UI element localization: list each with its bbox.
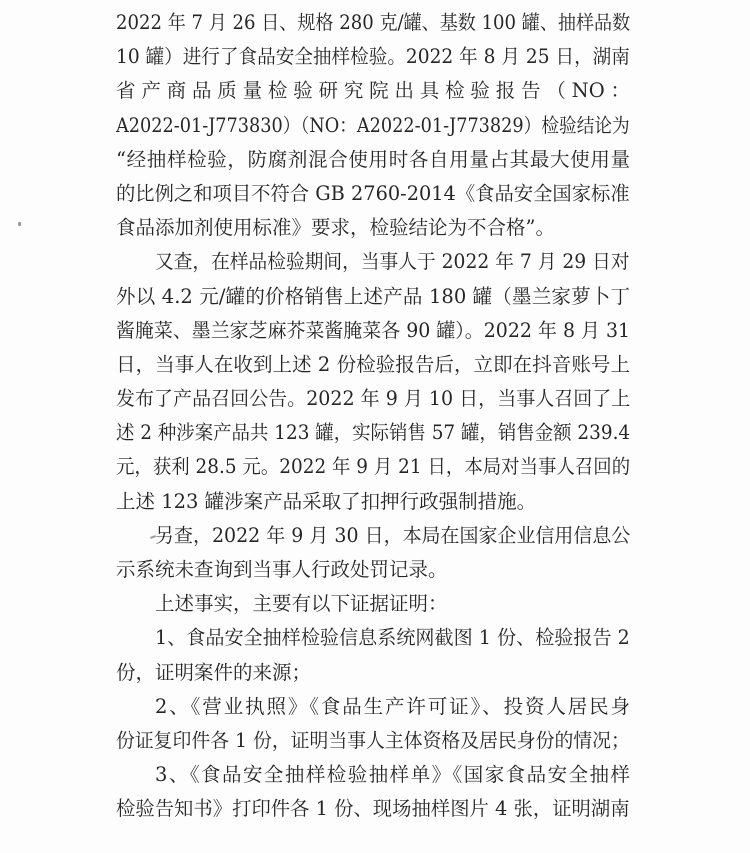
- text-line: 1、食品安全抽样检验信息系统网截图 1 份、检验报告 2: [155, 626, 630, 650]
- text-line: 日，当事人在收到上述 2 份检验报告后，立即在抖音账号上: [116, 352, 630, 376]
- text-line: 上述事实，主要有以下证据证明：: [155, 592, 448, 616]
- text-line: 份证复印件各 1 份，证明当事人主体资格及居民身份的情况；: [116, 728, 630, 752]
- text-line: 酱腌菜、墨兰家芝麻芥菜酱腌菜各 90 罐）。2022 年 8 月 31: [116, 318, 630, 342]
- text-line: 2、《营业执照》《食品生产许可证》、投资人居民身: [155, 694, 630, 718]
- text-line: 上述 123 罐涉案产品采取了扣押行政强制措施。: [116, 489, 537, 513]
- text-line: 又查，在样品检验期间，当事人于 2022 年 7 月 29 日对: [155, 250, 630, 274]
- text-line: 另查，2022 年 9 月 30 日，本局在国家企业信用信息公: [155, 523, 630, 547]
- text-line: A2022-01-J773830）（NO：A2022-01-J773829）检验结论为: [116, 113, 630, 137]
- text-line: 食品添加剂使用标准》要求，检验结论为不合格”。: [116, 216, 555, 240]
- text-line: 10 罐）进行了食品安全抽样检验。2022 年 8 月 25 日，湖南: [116, 45, 630, 69]
- text-line: 元，获利 28.5 元。2022 年 9 月 21 日，本局对当事人召回的: [116, 455, 630, 479]
- text-line: 述 2 种涉案产品共 123 罐，实际销售 57 罐，销售金额 239.4: [116, 421, 630, 445]
- text-line: 3、《食品安全抽样检验抽样单》《国家食品安全抽样: [155, 763, 630, 787]
- text-line: 发布了产品召回公告。2022 年 9 月 10 日，当事人召回了上: [116, 387, 630, 411]
- scan-speck: [18, 222, 21, 226]
- text-line: 2022 年 7 月 26 日、规格 280 克/罐、基数 100 罐、抽样品数: [116, 11, 630, 34]
- text-line: 检验告知书》打印件各 1 份、现场抽样图片 4 张，证明湖南: [116, 797, 630, 821]
- text-line: 省产商品质量检验研究院出具检验报告（NO：: [116, 79, 630, 103]
- text-line: 的比例之和项目不符合 GB 2760-2014《食品安全国家标准: [116, 181, 630, 205]
- text-line: “经抽样检验，防腐剂混合使用时各自用量占其最大使用量: [116, 147, 630, 171]
- document-body: [116, 6, 630, 827]
- text-line: 份，证明案件的来源；: [116, 660, 312, 684]
- text-line: 示系统未查询到当事人行政处罚记录。: [116, 558, 448, 581]
- text-line: 外以 4.2 元/罐的价格销售上述产品 180 罐（墨兰家萝卜丁: [116, 284, 630, 308]
